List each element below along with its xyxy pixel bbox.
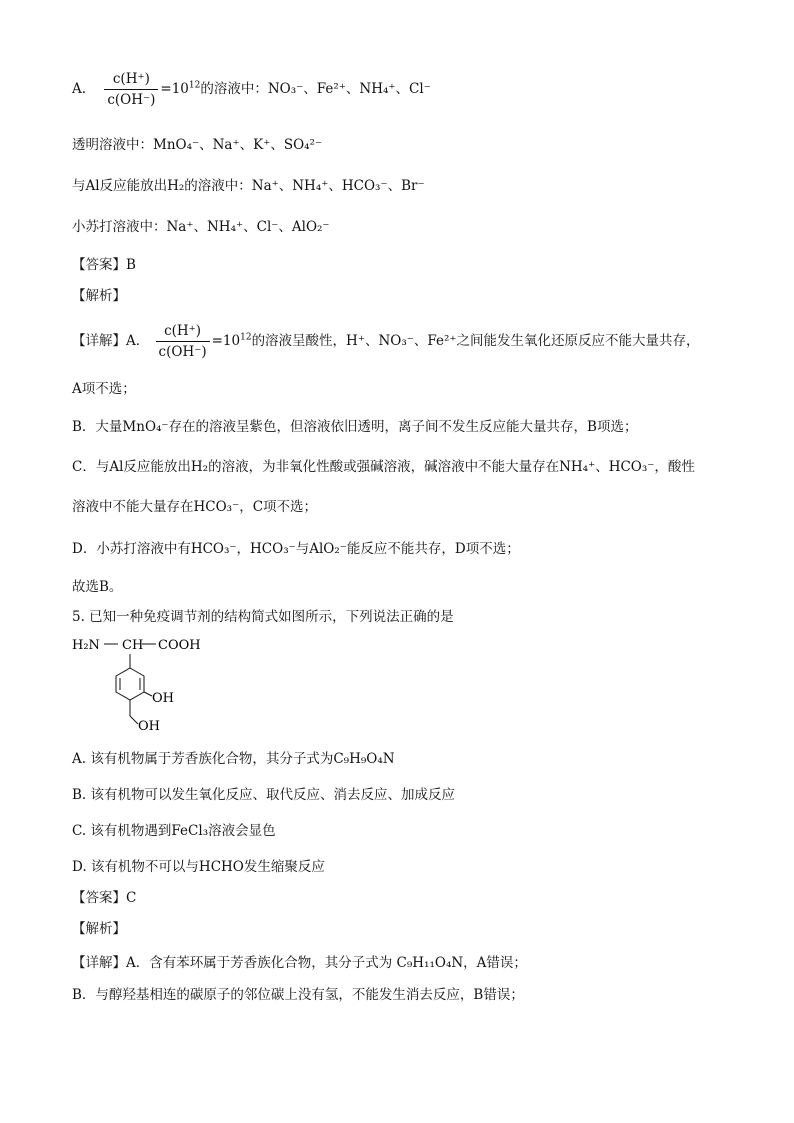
ratio-fraction-detail <box>156 322 210 361</box>
detail-text: 的溶液呈酸性，H⁺、NO₃⁻、Fe²⁺之间能发生氧化还原反应不能大量共存， <box>251 333 700 349</box>
fraction-denominator: c(OH⁻) <box>107 92 156 108</box>
q4-detail-b: B．大量MnO₄⁻存在的溶液呈紫色，但溶液依旧透明，离子间不发生反应能大量共存，B项选； <box>72 419 638 435</box>
option-text: 的溶液中：NO₃⁻、Fe²⁺、NH₄⁺、Cl⁻ <box>200 81 431 97</box>
carboxyl-group: COOH <box>158 638 201 653</box>
fraction-numerator: c(H⁺) <box>104 70 158 90</box>
option-text: 与Al反应能放出H₂的溶液中：Na⁺、NH₄⁺、HCO₃⁻、Br⁻ <box>72 178 425 194</box>
q5-answer: 【答案】C <box>72 890 137 906</box>
q5-option-d: D. 该有机物不可以与HCHO发生缩聚反应 <box>72 859 325 875</box>
q4-detail-a-line2: A项不选； <box>72 381 136 397</box>
q5-detail-a: 【详解】A．含有苯环属于芳香族化合物，其分子式为 C₉H₁₁O₄N，A错误； <box>72 955 527 971</box>
fraction-denominator: c(OH⁻) <box>158 344 207 360</box>
option-text: 透明溶液中：MnO₄⁻、Na⁺、K⁺、SO₄²⁻ <box>72 137 323 153</box>
q5-stem: 5. 已知一种免疫调节剂的结构简式如图所示，下列说法正确的是 <box>72 609 454 625</box>
q5-option-c: C. 该有机物遇到FeCl₃溶液会显色 <box>72 823 276 839</box>
q4-conclusion: 故选B。 <box>72 579 123 595</box>
q4-option-d <box>72 218 330 236</box>
q5-analysis-heading: 【解析】 <box>72 921 126 937</box>
q4-detail-c1: C．与Al反应能放出H₂的溶液，为非氧化性酸或强碱溶液，碱溶液中不能大量存在NH₄⁺、HCO₃⁻，酸性 <box>72 459 695 475</box>
option-letter: A. <box>72 81 87 97</box>
q4-detail-a <box>72 322 700 361</box>
equals-power: =10 <box>160 81 189 97</box>
q5-option-b: B. 该有机物可以发生氧化反应、取代反应、消去反应、加成反应 <box>72 787 456 803</box>
q5-option-a: A. 该有机物属于芳香族化合物，其分子式为C₉H₉O₄N <box>72 751 395 767</box>
power-exponent: 12 <box>240 332 252 343</box>
structure-formula <box>60 630 260 745</box>
option-text: 小苏打溶液中：Na⁺、NH₄⁺、Cl⁻、AlO₂⁻ <box>72 219 330 235</box>
power-exponent: 12 <box>188 80 201 91</box>
alpha-carbon: CH <box>122 638 144 653</box>
q4-option-a <box>72 70 431 109</box>
equals-power: =10 <box>211 333 241 349</box>
bond-ring-oh <box>144 692 152 696</box>
q5-detail-b: B．与醇羟基相连的碳原子的邻位碳上没有氢，不能发生消去反应，B错误； <box>72 987 524 1003</box>
fraction-numerator: c(H⁺) <box>156 322 210 342</box>
phenol-oh: OH <box>152 691 174 706</box>
amino-group: H₂N <box>72 638 100 653</box>
detail-prefix: 【详解】A． <box>72 333 150 349</box>
alcohol-oh: OH <box>138 719 160 734</box>
ratio-fraction <box>104 70 158 109</box>
q4-option-b <box>72 136 322 154</box>
q4-analysis-heading: 【解析】 <box>72 288 126 304</box>
q4-detail-c2: 溶液中不能大量存在HCO₃⁻，C项不选； <box>72 499 318 515</box>
q4-detail-d: D．小苏打溶液中有HCO₃⁻，HCO₃⁻与AlO₂⁻能反应不能共存，D项不选； <box>72 541 520 557</box>
bond-ch2-oh <box>130 716 138 724</box>
q4-answer: 【答案】B <box>72 257 136 273</box>
q4-option-c <box>72 177 425 195</box>
